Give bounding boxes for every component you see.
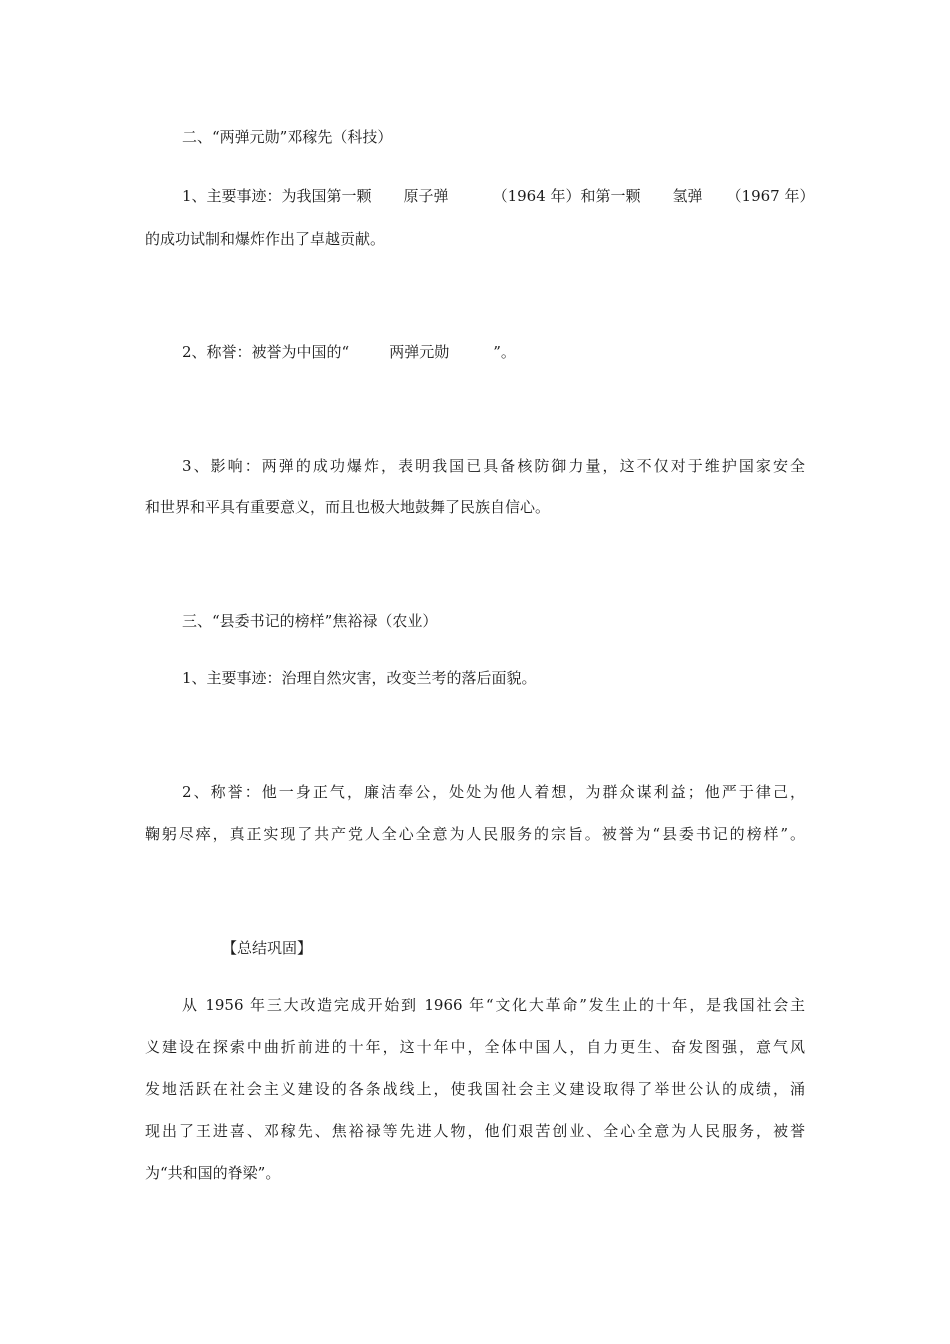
summary-heading: 【总结巩固】 bbox=[222, 939, 313, 957]
item1-suffix: （1967 年） bbox=[726, 187, 815, 205]
item2-prefix: 2、称誉：被誉为中国的“ bbox=[182, 343, 350, 361]
fill-in-answer-hydrogen-bomb: 氢弹 bbox=[672, 187, 703, 205]
item1-mid: （1964 年）和第一颗 bbox=[492, 187, 641, 205]
section2-item1-line2: 的成功试制和爆炸作出了卓越贡献。 bbox=[145, 230, 386, 248]
section2-item1-line1 bbox=[182, 185, 814, 207]
section2-item3-line1: 3、影响：两弹的成功爆炸，表明我国已具备核防御力量，这不仅对于维护国家安全 bbox=[182, 457, 805, 475]
summary-line-3: 发地活跃在社会主义建设的各条战线上，使我国社会主义建设取得了举世公认的成绩，涌 bbox=[145, 1080, 805, 1098]
item1-prefix: 1、主要事迹：为我国第一颗 bbox=[182, 187, 372, 205]
summary-line-2: 义建设在探索中曲折前进的十年，这十年中，全体中国人，自力更生、奋发图强，意气风 bbox=[145, 1038, 805, 1056]
section2-item2 bbox=[182, 341, 516, 363]
section3-item2-line2: 鞠躬尽瘁，真正实现了共产党人全心全意为人民服务的宗旨。被誉为“县委书记的榜样”。 bbox=[145, 825, 805, 843]
fill-in-answer-atomic-bomb: 原子弹 bbox=[403, 187, 449, 205]
summary-line-5: 为“共和国的脊梁”。 bbox=[145, 1164, 281, 1182]
section3-item2-line1: 2、称誉：他一身正气，廉洁奉公，处处为他人着想，为群众谋利益；他严于律己， bbox=[182, 783, 805, 801]
fill-in-answer-two-bombs-hero: 两弹元勋 bbox=[389, 343, 450, 361]
section3-item1: 1、主要事迹：治理自然灾害，改变兰考的落后面貌。 bbox=[182, 669, 537, 687]
item2-suffix: ”。 bbox=[493, 343, 516, 361]
summary-line-1: 从 1956 年三大改造完成开始到 1966 年“文化大革命”发生止的十年，是我国社会主 bbox=[182, 996, 805, 1014]
section2-item3-line2: 和世界和平具有重要意义，而且也极大地鼓舞了民族自信心。 bbox=[145, 498, 551, 516]
summary-line-4: 现出了王进喜、邓稼先、焦裕禄等先进人物，他们艰苦创业、全心全意为人民服务，被誉 bbox=[145, 1122, 805, 1140]
section-heading-deng-jiaxian: 二、“两弹元勋”邓稼先（科技） bbox=[182, 128, 393, 146]
section-heading-jiao-yulu: 三、“县委书记的榜样”焦裕禄（农业） bbox=[182, 612, 438, 630]
